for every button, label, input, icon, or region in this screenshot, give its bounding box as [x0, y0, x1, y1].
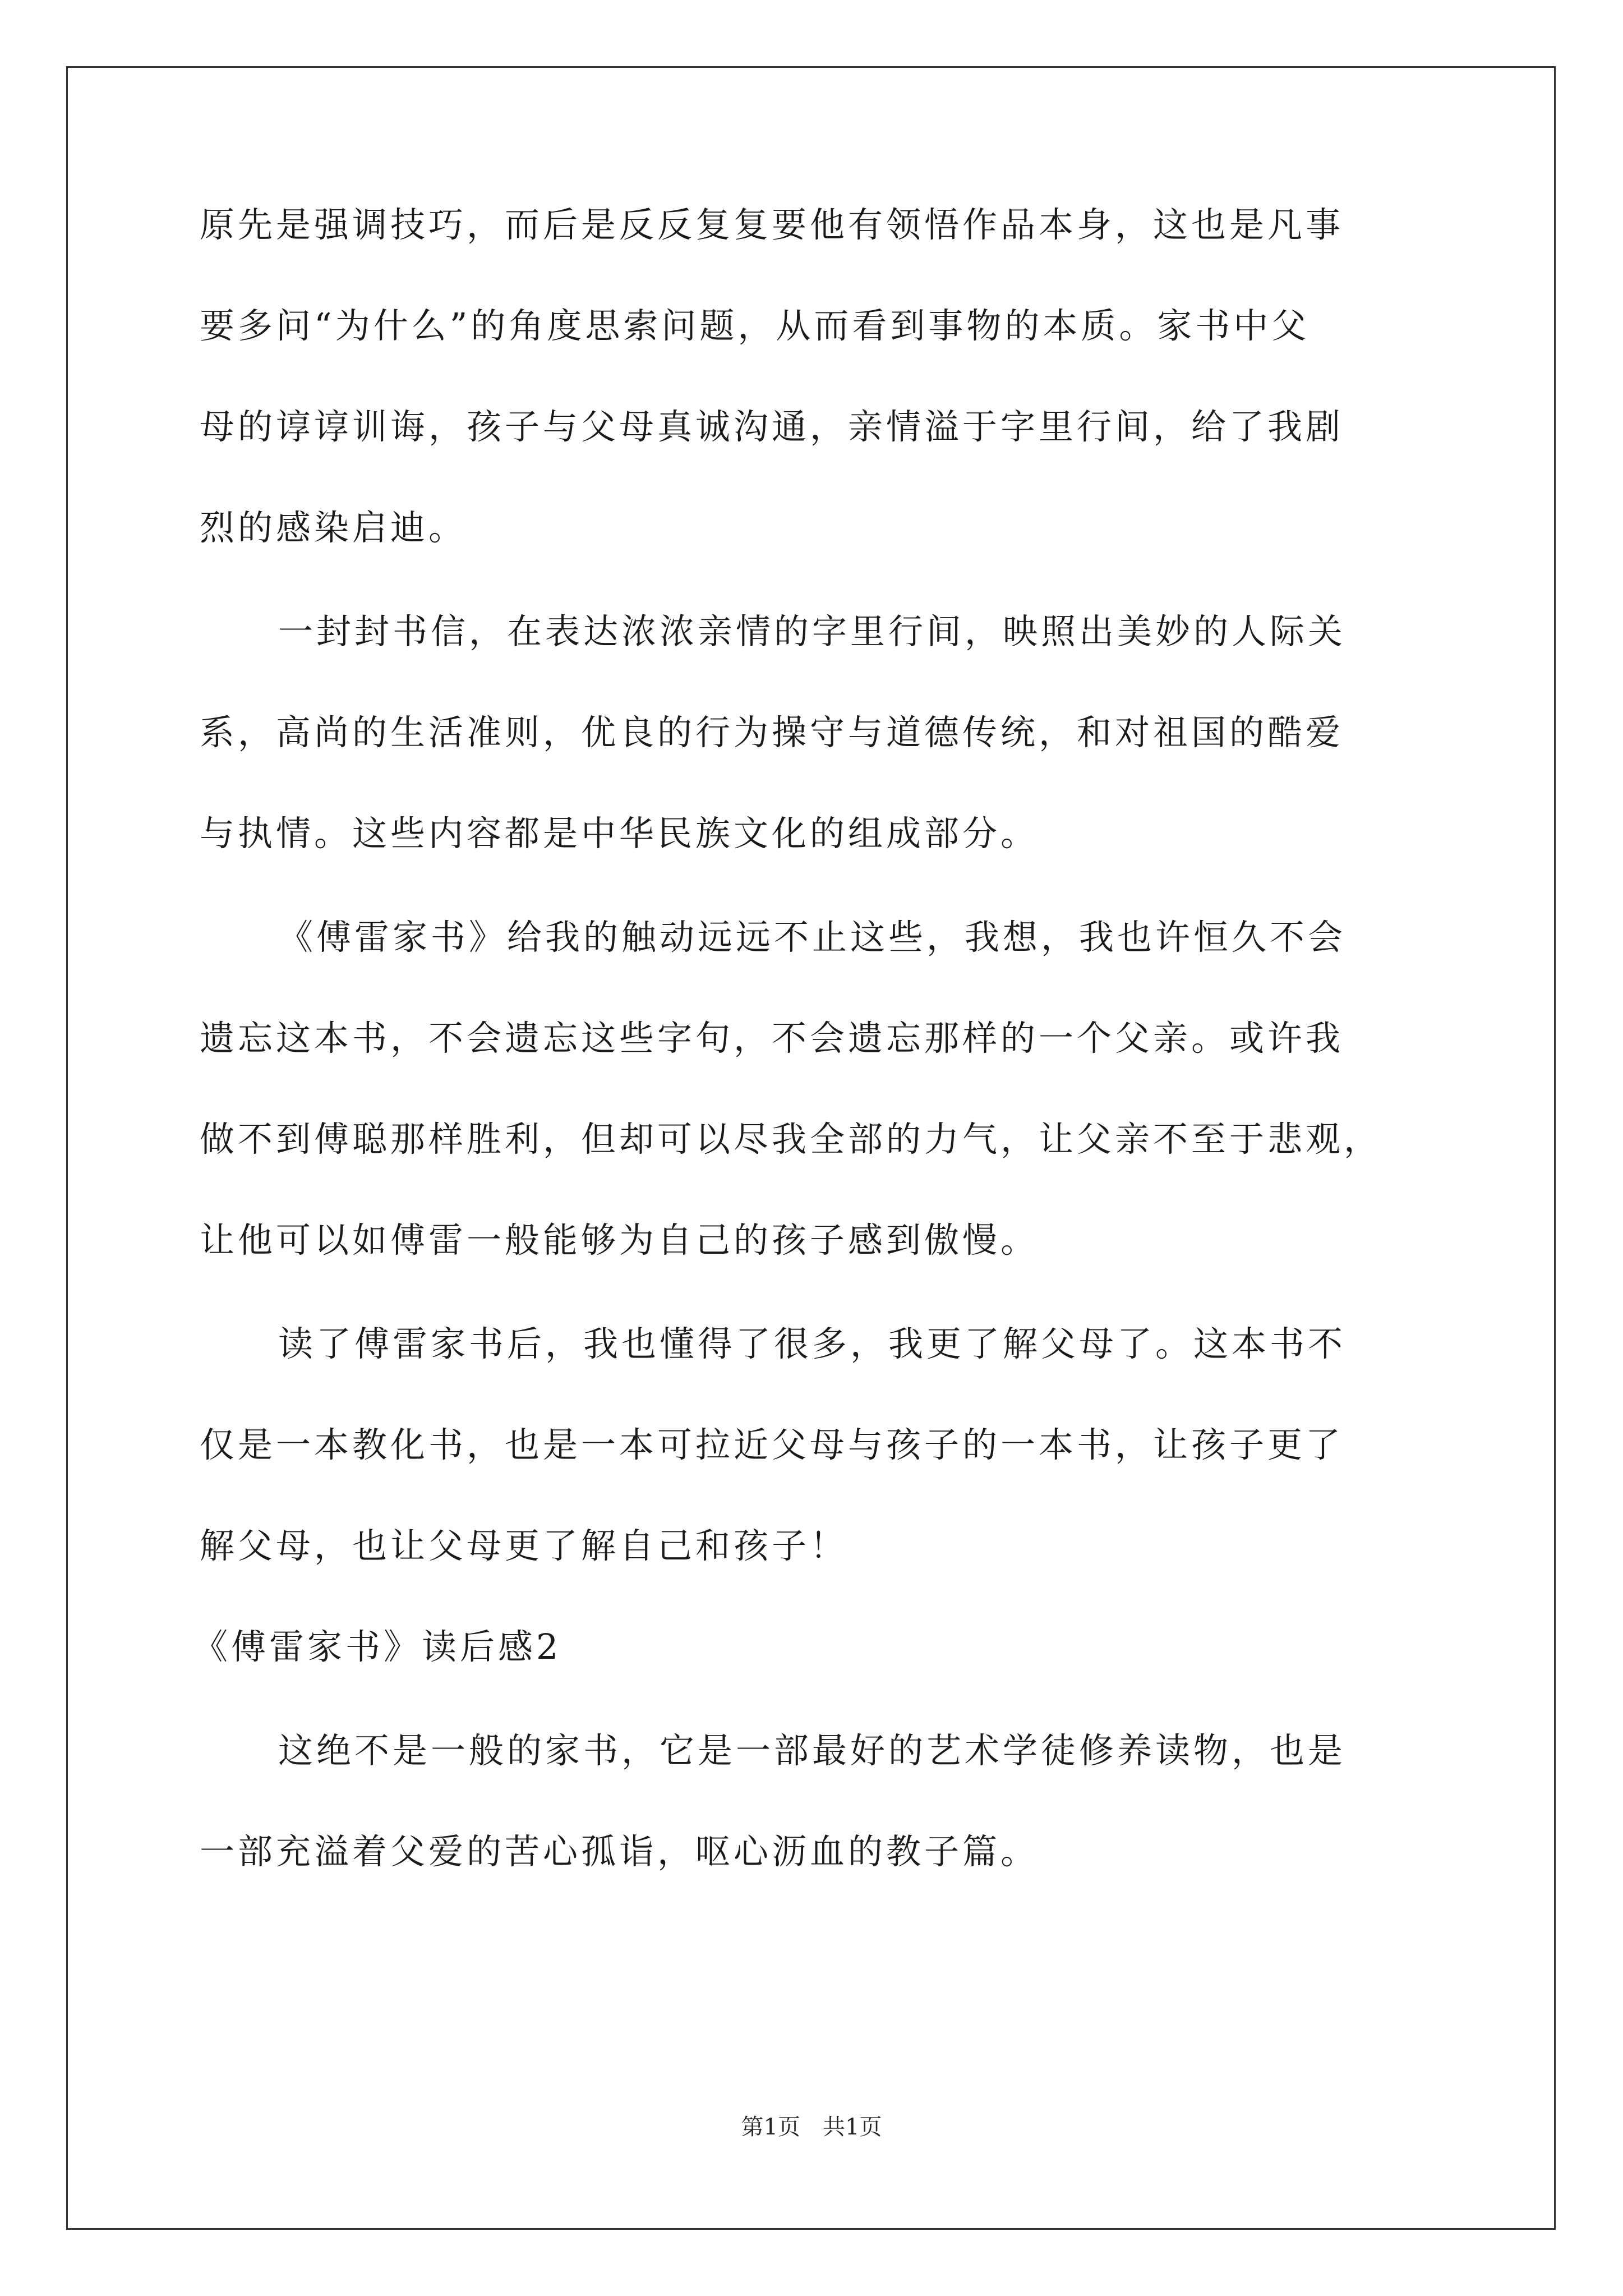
paragraph-line: 系，高尚的生活准则，优良的行为操守与道德传统，和对祖国的酷爱: [200, 712, 1344, 753]
page-footer: 第1页 共1页: [741, 2114, 882, 2140]
paragraph-line: 仅是一本教化书，也是一本可拉近父母与孩子的一本书，让孩子更了: [200, 1424, 1344, 1465]
paragraph-line: 读了傅雷家书后，我也懂得了很多，我更了解父母了。这本书不: [278, 1323, 1347, 1364]
section-heading: 《傅雷家书》读后感2: [193, 1626, 562, 1667]
paragraph-line: 《傅雷家书》给我的触动远远不止这些，我想，我也许恒久不会: [278, 917, 1347, 958]
paragraph-line: 这绝不是一般的家书，它是一部最好的艺术学徒修养读物，也是: [278, 1730, 1347, 1771]
paragraph-line: 解父母，也让父母更了解自己和孩子！: [200, 1525, 849, 1566]
paragraph-line: 要多问“为什么”的角度思索问题，从而看到事物的本质。家书中父: [200, 305, 1310, 346]
paragraph-line: 一封封书信，在表达浓浓亲情的字里行间，映照出美妙的人际关: [278, 611, 1347, 652]
paragraph-line: 让他可以如傅雷一般能够为自己的孩子感到傲慢。: [200, 1220, 1039, 1260]
paragraph-line: 遗忘这本书，不会遗忘这些字句，不会遗忘那样的一个父亲。或许我: [200, 1018, 1344, 1059]
paragraph-line: 一部充溢着父爱的苦心孤诣，呕心沥血的教子篇。: [200, 1831, 1039, 1872]
paragraph-line: 做不到傅聪那样胜利，但却可以尽我全部的力气，让父亲不至于悲观，: [200, 1119, 1382, 1159]
paragraph-line: 烈的感染启迪。: [200, 507, 467, 548]
paragraph-line: 原先是强调技巧，而后是反反复复要他有领悟作品本身，这也是凡事: [200, 204, 1344, 245]
paragraph-line: 与执情。这些内容都是中华民族文化的组成部分。: [200, 813, 1039, 854]
paragraph-line: 母的谆谆训诲，孩子与父母真诚沟通，亲情溢于字里行间，给了我剧: [200, 406, 1344, 447]
